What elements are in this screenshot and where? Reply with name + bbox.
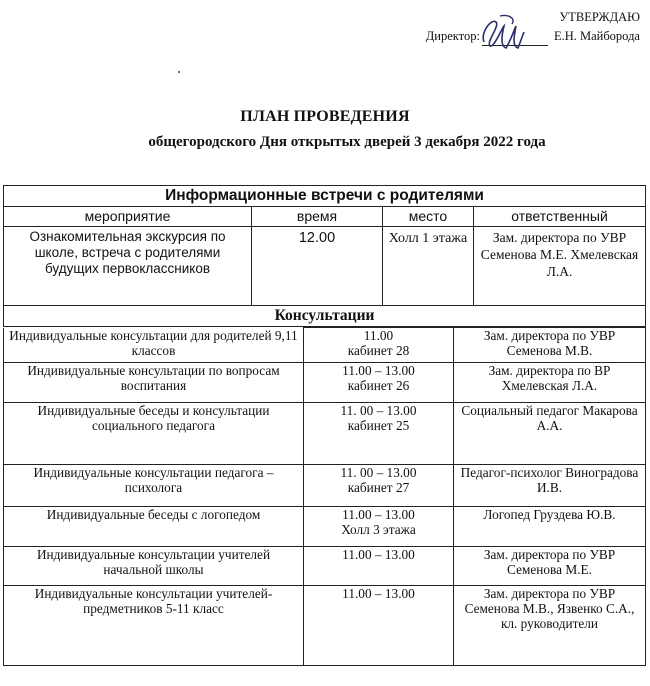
time-place-cell xyxy=(304,586,454,666)
schedule-table-wrap xyxy=(3,185,645,666)
time-text: 11.00 xyxy=(363,328,394,343)
event-cell: Индивидуальные беседы с логопедом xyxy=(4,507,304,547)
time-place-cell xyxy=(304,547,454,586)
col-header-time: время xyxy=(252,207,383,227)
responsible-cell: Зам. директора по УВР Семенова М.В., Язвенко С.А., кл. руководители xyxy=(454,586,646,666)
approve-label: УТВЕРЖДАЮ xyxy=(559,10,640,24)
table-row xyxy=(4,363,646,403)
event-cell: Индивидуальные консультации для родителей 9,11 классов xyxy=(4,328,304,363)
event-cell: Индивидуальные консультации учителей-предметников 5-11 класс xyxy=(4,586,304,666)
place-cell: Холл 1 этажа xyxy=(383,227,474,306)
table-row xyxy=(4,547,646,586)
speck xyxy=(178,71,180,73)
table-row xyxy=(4,227,646,306)
place-text: кабинет 25 xyxy=(347,418,410,433)
time-place-cell xyxy=(304,507,454,547)
signature-icon xyxy=(472,12,542,54)
time-text: 11.00 – 13.00 xyxy=(342,507,415,522)
responsible-cell: Зам. директора по УВР Семенова М.Е. xyxy=(454,547,646,586)
document-title: ПЛАН ПРОВЕДЕНИЯ xyxy=(240,108,410,125)
director-label: Директор: xyxy=(425,29,480,43)
time-place-cell xyxy=(304,363,454,403)
responsible-cell: Зам. директора по УВР Семенова М.Е. Хмелевская Л.А. xyxy=(474,227,646,306)
place-text: кабинет 27 xyxy=(347,480,410,495)
section-title-consult: Консультации xyxy=(4,306,646,327)
director-name: Е.Н. Майборода xyxy=(553,29,640,43)
schedule-table xyxy=(3,185,646,327)
event-cell: Индивидуальные консультации по вопросам воспитания xyxy=(4,363,304,403)
table-row xyxy=(4,507,646,547)
table-row xyxy=(4,328,646,363)
time-place-cell xyxy=(304,328,454,363)
table-row xyxy=(4,403,646,465)
responsible-cell: Логопед Груздева Ю.В. xyxy=(454,507,646,547)
event-cell: Индивидуальные консультации педагога – психолога xyxy=(4,465,304,507)
table-row xyxy=(4,586,646,666)
time-place-cell xyxy=(304,465,454,507)
section-title-info: Информационные встречи с родителями xyxy=(4,186,646,207)
time-cell: 12.00 xyxy=(252,227,383,306)
time-text: 11.00 – 13.00 xyxy=(342,363,415,378)
responsible-cell: Социальный педагог Макарова А.А. xyxy=(454,403,646,465)
table-row xyxy=(4,465,646,507)
approval-block xyxy=(400,8,640,46)
consultations-table xyxy=(3,327,646,666)
event-cell: Ознакомительная экскурсия по школе, встреча с родителями будущих первоклассников xyxy=(4,227,252,306)
col-header-responsible: ответственный xyxy=(474,207,646,227)
time-text: 11. 00 – 13.00 xyxy=(340,403,417,418)
responsible-cell: Зам. директора по УВР Семенова М.В. xyxy=(454,328,646,363)
time-place-cell xyxy=(304,403,454,465)
col-header-event: мероприятие xyxy=(4,207,252,227)
responsible-cell: Зам. директора по ВР Хмелевская Л.А. xyxy=(454,363,646,403)
responsible-cell: Педагог-психолог Виноградова И.В. xyxy=(454,465,646,507)
section-header xyxy=(4,186,646,207)
col-header-place: место xyxy=(383,207,474,227)
place-text: Холл 3 этажа xyxy=(341,522,416,537)
place-text: кабинет 26 xyxy=(347,378,410,393)
column-headers xyxy=(4,207,646,227)
time-text: 11.00 – 13.00 xyxy=(342,547,415,562)
document-subtitle: общегородского Дня открытых дверей 3 декабря 2022 года xyxy=(148,134,546,150)
event-cell: Индивидуальные консультации учителей начальной школы xyxy=(4,547,304,586)
time-text: 11. 00 – 13.00 xyxy=(340,465,417,480)
section-header xyxy=(4,306,646,327)
place-text: кабинет 28 xyxy=(347,343,410,358)
event-cell: Индивидуальные беседы и консультации социального педагога xyxy=(4,403,304,465)
time-text: 11.00 – 13.00 xyxy=(342,586,415,601)
